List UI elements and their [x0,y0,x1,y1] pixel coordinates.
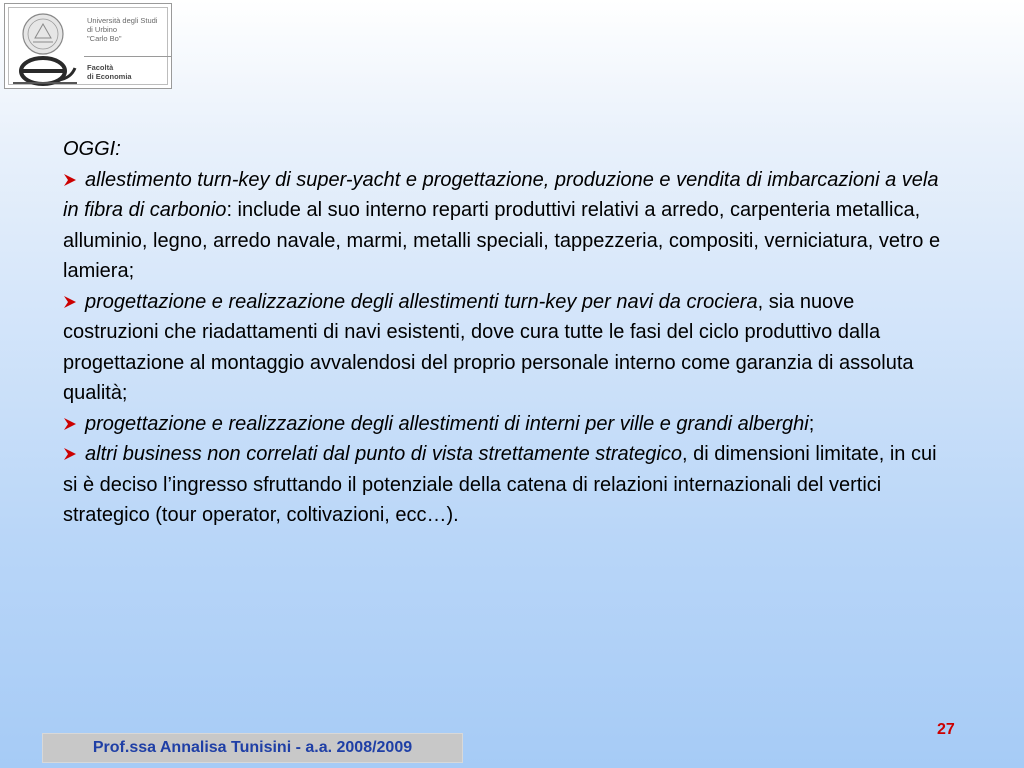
footer-text: Prof.ssa Annalisa Tunisini - a.a. 2008/2009 [92,739,413,756]
bullet-item [63,165,943,287]
slide-body [63,134,943,531]
bullet-italic-text: altri business non correlati dal punto di vista strettamente strategico [85,443,682,465]
logo-divider [84,56,172,57]
arrow-bullet-icon [63,447,77,461]
bullet-italic-text: progettazione e realizzazione degli allestimenti turn-key per navi da crociera [85,290,758,313]
logo-frame [8,7,168,85]
footer-bar [42,733,463,763]
bullet-item [63,287,943,409]
page-number: 27 [937,721,955,738]
arrow-bullet-icon [63,173,77,187]
arrow-bullet-icon [63,417,77,431]
bullet-text: ; [808,412,815,435]
bullet-text: , di dimensioni limitate, in cui si è deciso l’ingresso sfruttando il potenziale della catena di relazioni internazionali del vertici strategico (tour operator, coltivazioni, ecc…). [63,443,937,526]
slide-heading: OGGI: [63,138,121,160]
bullet-italic-text: progettazione e realizzazione degli allestimenti di interni per ville e grandi alberghi [85,412,809,435]
bullet-item [63,409,943,440]
economia-e-logo-icon [13,54,77,88]
university-logo [4,3,172,89]
bullet-text: : include al suo interno reparti produttivi relativi a arredo, carpenteria metallica, alluminio, legno, arredo navale, marmi, metalli speciali, tappezzeria, compositi, verniciatura, vetro e lamiera; [63,199,941,282]
bullet-item [63,439,943,531]
faculty-name: Facoltà di Economia [87,63,132,81]
arrow-bullet-icon [63,295,77,309]
bullet-text: , sia nuove costruzioni che riadattamenti di navi esistenti, dove cura tutte le fasi del ciclo produttivo dalla progettazione al montaggio avvalendosi del proprio personale interno come garanzia di assoluta qualità; [63,290,914,404]
university-seal-icon [17,12,69,56]
bullet-italic-text: allestimento turn-key di super-yacht e progettazione, produzione e vendita di imbarcazioni a vela in fibra di carbonio [63,168,939,221]
university-name: Università degli Studi di Urbino "Carlo Bo" [87,16,158,43]
